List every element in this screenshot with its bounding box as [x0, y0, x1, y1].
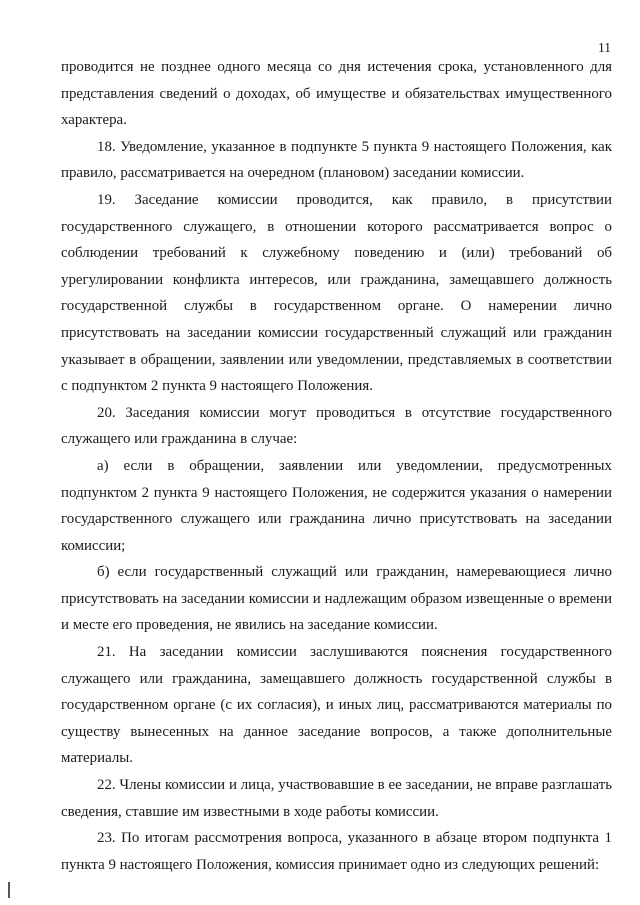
paragraph-20b: б) если государственный служащий или гражданин, намеревающиеся лично присутствовать на заседании комиссии и надлежащим образом извещенные о времени и месте его проведения, не явились на заседание комиссии. [61, 564, 612, 634]
page-number: 11 [598, 40, 611, 55]
paragraph-continuation: проводится не позднее одного месяца со дня истечения срока, установленного для представления сведений о доходах, об имуществе и обязательствах имущественного характера. [61, 59, 612, 129]
paragraph-18: 18. Уведомление, указанное в подпункте 5 пункта 9 настоящего Положения, как правило, рассматривается на очередном (плановом) заседании комиссии. [61, 138, 612, 182]
scan-edge-mark [8, 882, 10, 898]
paragraph-19: 19. Заседание комиссии проводится, как правило, в присутствии государственного служащего, в отношении которого рассматривается вопрос о соблюдении требований к служебному поведению и (или) требований об урегулировании конфликта интересов, или гражданина, замещавшего должность государственной службы в государственном органе. О намерении лично присутствовать на заседании комиссии государственный служащий или гражданин указывает в обращении, заявлении или уведомлении, представляемых в соответствии с подпунктом 2 пункта 9 настоящего Положения. [61, 191, 612, 395]
paragraph-20a: а) если в обращении, заявлении или уведомлении, предусмотренных подпунктом 2 пункта 9 настоящего Положения, не содержится указания о намерении государственного служащего или гражданина лично присутствовать на заседании комиссии; [61, 457, 612, 554]
paragraph-22: 22. Члены комиссии и лица, участвовавшие в ее заседании, не вправе разглашать сведения, ставшие им известными в ходе работы комиссии. [61, 777, 612, 820]
paragraph-20: 20. Заседания комиссии могут проводиться в отсутствие государственного служащего или гражданина в случае: [61, 404, 612, 448]
document-body [61, 54, 612, 878]
paragraph-21: 21. На заседании комиссии заслушиваются пояснения государственного служащего или гражданина, замещавшего должность государственной службы в государственном органе (с их согласия), и иных лиц, рассматриваются материалы по существу вынесенных на данное заседание вопросов, а также дополнительные материалы. [61, 644, 612, 767]
paragraph-23: 23. По итогам рассмотрения вопроса, указанного в абзаце втором подпункта 1 пункта 9 настоящего Положения, комиссия принимает одно из следующих решений: [61, 830, 612, 873]
